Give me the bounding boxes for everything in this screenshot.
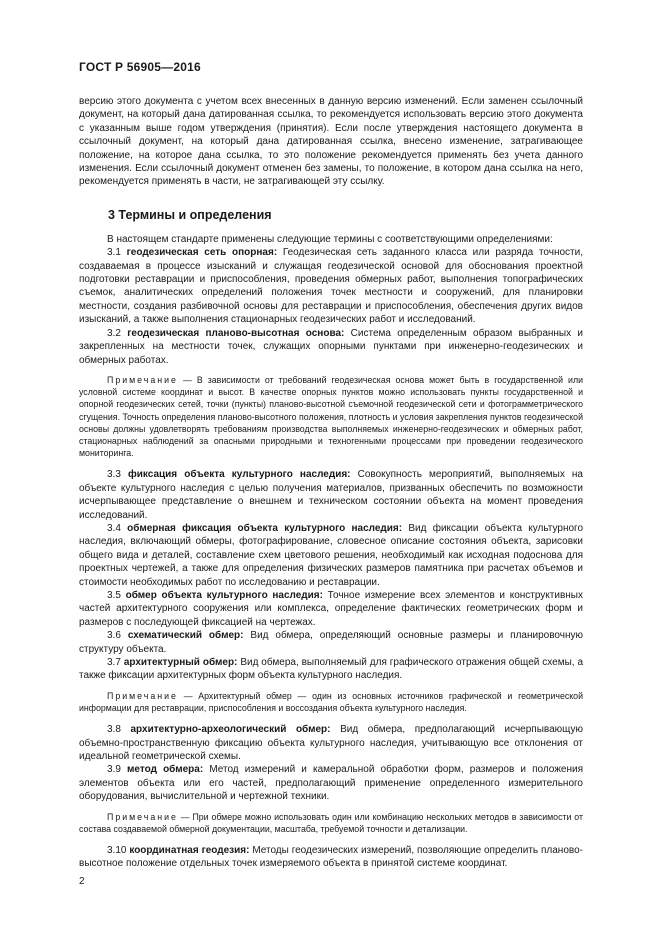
term-3-6 xyxy=(79,629,583,656)
term-definition: Совокупность мероприятий, выполняемых на объекте культурного наследия с целью получения материалов, призванных обеспечить по возможности исчерпывающее представление о внешнем и техническом состоянии объекта на момент проведения исследований. xyxy=(79,469,583,521)
term-number: 3.4 xyxy=(107,522,121,534)
term-name: схематический обмер: xyxy=(127,630,244,642)
term-3-7 xyxy=(79,656,583,683)
term-definition: Система определенным образом выбранных и закрепленных на местности точек, служащих опорными пунктами при инженерно-геодезических и обмерных работах. xyxy=(79,327,584,366)
document-header: ГОСТ Р 56905—2016 xyxy=(79,60,201,74)
term-number: 3.2 xyxy=(107,327,121,339)
term-definition: Вид обмера, предполагающий исчерпывающую объемно-пространственную фиксацию объекта культурного наследия, учитывающую все отклонения от идеальной геометрической схемы. xyxy=(79,724,584,763)
term-definition: Вид обмера, выполняемый для графического отражения общей схемы, а также фиксации архитектурных форм объекта культурного наследия. xyxy=(79,657,584,682)
note-3: Примечание — При обмере можно использовать один или комбинацию нескольких методов в зависимости от состава создаваемой обмерной документации, масштаба, требуемой точности и детализации. xyxy=(79,811,584,834)
term-definition: Точное измерение всех элементов и конструктивных частей архитектурного сооружения или комплекса, определение фактических геометрических форм и размеров с последующей фиксацией на чертежах. xyxy=(79,589,583,628)
note-label: Примечание xyxy=(107,811,178,822)
section-lead: В настоящем стандарте применены следующие термины с соответствующими определениями: xyxy=(107,233,553,245)
note-1: Примечание — В зависимости от требований геодезическая основа может быть в государственной или условной системе координат и высот. В качестве опорных пунктов можно использовать пункты государственной и опорной геодезических сетей, точки (пункты) планово-высотной съемочной геодезической сети и фотограмметрического сгущения. Точность определения планово-высотного положения, плотность и условия закрепления пунктов геодезической основы должны удовлетворять требованиям производства выполняемых инженерно-геодезических и обмерных работ, стационарных наблюдений за опасными природными и техногенными процессами при проведении геодезического мониторинга. xyxy=(79,374,584,459)
intro-paragraph: версию этого документа с учетом всех внесенных в данную версию изменений. Если заменен ссылочный документ, на который дана датированная ссылка, то рекомендуется использовать версию этого документа с указанным выше годом утверждения (принятия). Если после утверждения настоящего документа в ссылочный документ, на который дана датированная ссылка, внесено изменение, затрагивающее положение, на которое дана ссылка, то это положение рекомендуется применять без учета данного изменения. Если ссылочный документ отменен без замены, то положение, в котором дана ссылка на него, рекомендуется применять в части, не затрагивающей эту ссылку. xyxy=(79,96,583,188)
term-definition: Геодезическая сеть заданного класса или разряда точности, создаваемая в процессе изысканий и служащая геодезической основой для обоснования проектной подготовки реставрации и приспособления, проведения обмерных работ, выполнения топографических съемок, аналитических определений положения точек местности и сооружений, для планировки местности, создания разбивочной основы для реставрации и приспособления, обеспечения других видов изысканий, а также выполнения стационарных геодезических работ и исследований. xyxy=(79,247,584,326)
term-number: 3.8 xyxy=(107,724,121,736)
note-2: Примечание — Архитектурный обмер — один из основных источников графической и геометрической информации для реставрации, приспособления и воссоздания объекта культурного наследия. xyxy=(79,690,583,714)
term-name: геодезическая планово-высотная основа: xyxy=(127,327,345,339)
page-content xyxy=(79,95,583,871)
note-label: Примечание xyxy=(107,374,178,385)
term-number: 3.6 xyxy=(107,630,121,642)
term-number: 3.9 xyxy=(107,764,121,776)
term-name: фиксация объекта культурного наследия: xyxy=(128,469,351,481)
term-name: метод обмера: xyxy=(127,764,204,776)
term-number: 3.1 xyxy=(107,247,121,259)
term-3-1 xyxy=(79,246,583,326)
term-name: обмер объекта культурного наследия: xyxy=(125,589,323,601)
term-name: координатная геодезия: xyxy=(129,845,250,857)
term-3-3 xyxy=(79,468,583,522)
term-number: 3.10 xyxy=(107,845,127,857)
term-definition: Методы геодезических измерений, позволяющие определить планово-высотное положение отдельных точек измеряемого объекта в принятой системе координат. xyxy=(79,845,583,870)
page-number: 2 xyxy=(79,876,85,887)
note-label: Примечание xyxy=(107,690,178,701)
term-3-5 xyxy=(79,589,583,629)
term-name: архитектурно-археологический обмер: xyxy=(130,724,331,736)
term-number: 3.3 xyxy=(107,469,121,481)
term-name: обмерная фиксация объекта культурного наследия: xyxy=(127,522,403,534)
term-3-4 xyxy=(79,522,583,589)
term-3-10 xyxy=(79,844,583,871)
term-definition: Метод измерений и камеральной обработки форм, размеров и положения элементов объекта или его частей, предполагающий применение определенного измерительного оборудования, вычислительной и чертежной техники. xyxy=(79,764,584,803)
term-name: геодезическая сеть опорная: xyxy=(126,247,278,259)
term-number: 3.7 xyxy=(107,657,121,669)
term-3-9 xyxy=(79,763,583,803)
term-name: архитектурный обмер: xyxy=(123,657,238,669)
term-definition: Вид фиксации объекта культурного наследия, включающий обмеры, фотографирование, словесное описание состояния объекта, зарисовки общего вида и деталей, составление схем цветового решения, необходимый как исходная подоснова для проектных чертежей, а также для определения физических размеров памятника при расчетах объемов и стоимости необходимых работ по исследованию и реставрации. xyxy=(79,522,584,588)
note-text: В зависимости от требований геодезическая основа может быть в государственной или условной системе координат и высот. В качестве опорных пунктов можно использовать пункты государственной и опорной геодезических сетей, точки (пункты) планово-высотной съемочной геодезической сети и фотограмметрического сгущения. Точность определения планово-высотного положения, плотность и условия закрепления пунктов геодезической основы должны удовлетворять требованиям производства выполняемых инженерно-геодезических и обмерных работ, стационарных наблюдений за опасными природными и техногенными процессами при проведении геодезического мониторинга. xyxy=(79,374,584,459)
term-definition: Вид обмера, определяющий основные размеры и планировочную структуру объекта. xyxy=(79,630,583,655)
term-3-2 xyxy=(79,327,583,367)
note-text: Архитектурный обмер — один из основных источников графической и геометрической информации для реставрации, приспособления и воссоздания объекта культурного наследия. xyxy=(79,690,583,714)
note-text: При обмере можно использовать один или комбинацию нескольких методов в зависимости от состава создаваемой обмерной документации, масштаба, требуемой точности и детализации. xyxy=(79,811,584,834)
section-title: 3 Термины и определения xyxy=(108,207,272,222)
term-3-8 xyxy=(79,723,583,763)
term-number: 3.5 xyxy=(107,589,121,601)
